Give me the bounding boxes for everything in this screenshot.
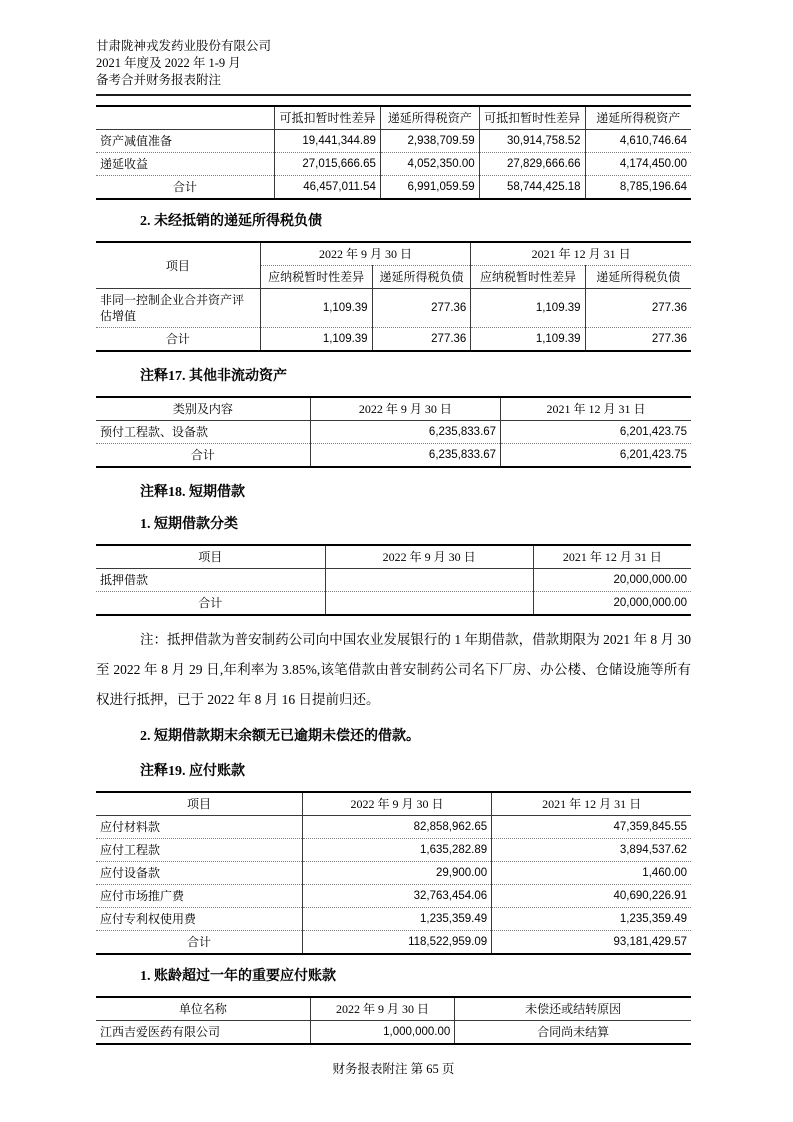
reason-cell: 合同尚未结算 — [455, 1021, 691, 1045]
amount-cell: 1,109.39 — [471, 289, 585, 328]
amount-cell: 19,441,344.89 — [275, 130, 381, 153]
aged-payables-table — [96, 996, 691, 1045]
col-header: 类别及内容 — [96, 397, 310, 421]
table-header-row — [96, 106, 691, 130]
table-header-row — [96, 997, 691, 1021]
amount-cell: 58,744,425.18 — [479, 176, 585, 200]
col-header: 2022 年 9 月 30 日 — [310, 997, 455, 1021]
amount-cell: 1,635,282.89 — [302, 839, 491, 862]
accounts-payable-table — [96, 791, 691, 955]
col-header: 单位名称 — [96, 997, 310, 1021]
amount-cell: 1,109.39 — [471, 328, 585, 352]
col-header: 应纳税暂时性差异 — [260, 266, 372, 289]
amount-cell: 1,235,359.49 — [492, 908, 691, 931]
total-row — [96, 444, 691, 468]
col-header: 项目 — [96, 242, 260, 289]
row-label: 预付工程款、设备款 — [96, 421, 310, 444]
amount-cell: 8,785,196.64 — [585, 176, 691, 200]
section-heading-note18: 注释18. 短期借款 — [140, 485, 245, 500]
amount-cell: 1,109.39 — [260, 328, 372, 352]
amount-cell: 27,829,666.66 — [479, 153, 585, 176]
col-header: 应纳税暂时性差异 — [471, 266, 585, 289]
deferred-tax-assets-continuation-table — [96, 105, 691, 200]
col-header: 2022 年 9 月 30 日 — [325, 545, 533, 569]
total-row — [96, 931, 691, 955]
subsection-heading-no-overdue: 2. 短期借款期末余额无已逾期未偿还的借款。 — [140, 729, 420, 744]
row-label: 合计 — [96, 176, 275, 200]
col-header: 可抵扣暂时性差异 — [479, 106, 585, 130]
borrowing-note-paragraph: 注：抵押借款为普安制药公司向中国农业发展银行的 1 年期借款，借款期限为 2021 年 8 月 30 至 2022 年 8 月 29 日,年利率为 3.85%,该笔借款由普安制药公司名下厂房、办公楼、仓储设施等所有权进行抵押，已于 2022 年 8 月 16 日提前归还。 — [96, 632, 691, 707]
table-header-row — [96, 242, 691, 266]
total-row — [96, 176, 691, 200]
table-row — [96, 816, 691, 839]
row-label: 非同一控制企业合并资产评估增值 — [96, 289, 260, 328]
amount-cell: 1,235,359.49 — [302, 908, 491, 931]
amount-cell: 30,914,758.52 — [479, 130, 585, 153]
table-row — [96, 130, 691, 153]
amount-cell: 32,763,454.06 — [302, 885, 491, 908]
amount-cell: 1,000,000.00 — [310, 1021, 455, 1045]
amount-cell: 2,938,709.59 — [380, 130, 479, 153]
col-header: 递延所得税负债 — [585, 266, 691, 289]
amount-cell: 46,457,011.54 — [275, 176, 381, 200]
col-header-date: 2021 年 12 月 31 日 — [531, 247, 631, 261]
table-header-row — [96, 397, 691, 421]
amount-cell: 1,460.00 — [492, 862, 691, 885]
table-row — [96, 839, 691, 862]
amount-cell: 277.36 — [585, 328, 691, 352]
company-name: 甘肃陇神戎发药业股份有限公司 — [96, 39, 272, 53]
amount-cell: 6,235,833.67 — [310, 444, 500, 468]
col-header-date: 2022 年 9 月 30 日 — [260, 242, 471, 266]
amount-cell — [325, 592, 533, 616]
amount-cell: 6,991,059.59 — [380, 176, 479, 200]
row-label: 递延收益 — [96, 153, 275, 176]
row-label: 应付专利权使用费 — [96, 908, 302, 931]
amount-cell: 20,000,000.00 — [533, 569, 691, 592]
amount-cell: 3,894,537.62 — [492, 839, 691, 862]
page-footer: 财务报表附注 第 65 页 — [332, 1062, 455, 1076]
subsection-heading-aged-payables: 1. 账龄超过一年的重要应付账款 — [140, 969, 336, 984]
col-header: 2021 年 12 月 31 日 — [546, 402, 646, 416]
amount-cell: 6,201,423.75 — [501, 421, 691, 444]
total-row — [96, 328, 691, 352]
section-heading-note17: 注释17. 其他非流动资产 — [140, 369, 287, 384]
row-label: 合计 — [96, 328, 260, 352]
row-label: 应付设备款 — [96, 862, 302, 885]
col-header: 未偿还或结转原因 — [525, 1002, 622, 1016]
report-period: 2021 年度及 2022 年 1-9 月 — [96, 56, 241, 70]
col-header: 项目 — [96, 792, 302, 816]
total-row — [96, 592, 691, 616]
col-header: 项目 — [96, 545, 325, 569]
col-header: 递延所得税资产 — [596, 111, 681, 125]
other-noncurrent-assets-table — [96, 396, 691, 468]
table-row — [96, 862, 691, 885]
amount-cell: 27,015,666.65 — [275, 153, 381, 176]
amount-cell: 277.36 — [372, 289, 471, 328]
table-header-row — [96, 545, 691, 569]
row-label: 资产减值准备 — [96, 130, 275, 153]
col-header: 2021 年 12 月 31 日 — [562, 550, 662, 564]
table-row — [96, 153, 691, 176]
amount-cell: 4,174,450.00 — [585, 153, 691, 176]
page-content — [96, 0, 691, 1077]
amount-cell — [325, 569, 533, 592]
table-row — [96, 908, 691, 931]
col-header: 可抵扣暂时性差异 — [275, 106, 381, 130]
table-row — [96, 569, 691, 592]
section-heading-note19: 注释19. 应付账款 — [140, 764, 245, 779]
subsection-heading-borrowing-class: 1. 短期借款分类 — [140, 517, 238, 532]
col-header: 2022 年 9 月 30 日 — [302, 792, 491, 816]
amount-cell: 4,052,350.00 — [380, 153, 479, 176]
amount-cell: 20,000,000.00 — [533, 592, 691, 616]
col-header: 2022 年 9 月 30 日 — [310, 397, 500, 421]
report-title: 备考合并财务报表附注 — [96, 73, 222, 87]
row-label: 应付材料款 — [96, 816, 302, 839]
row-label: 应付工程款 — [96, 839, 302, 862]
amount-cell: 29,900.00 — [302, 862, 491, 885]
header-divider — [96, 94, 691, 96]
amount-cell: 6,201,423.75 — [501, 444, 691, 468]
row-label: 合计 — [96, 931, 302, 955]
row-label: 应付市场推广费 — [96, 885, 302, 908]
short-term-borrowings-table — [96, 544, 691, 616]
section-heading-deferred-tax-liabilities: 2. 未经抵销的递延所得税负债 — [140, 214, 322, 229]
table-header-row — [96, 792, 691, 816]
col-header: 2021 年 12 月 31 日 — [542, 797, 642, 811]
amount-cell: 277.36 — [585, 289, 691, 328]
row-label: 江西吉爱医药有限公司 — [96, 1021, 310, 1045]
amount-cell: 6,235,833.67 — [310, 421, 500, 444]
table-row — [96, 885, 691, 908]
col-header — [96, 106, 275, 130]
row-label: 合计 — [96, 592, 325, 616]
row-label: 抵押借款 — [96, 569, 325, 592]
amount-cell: 1,109.39 — [260, 289, 372, 328]
report-header — [96, 38, 691, 89]
col-header: 递延所得税负债 — [372, 266, 471, 289]
amount-cell: 118,522,959.09 — [302, 931, 491, 955]
amount-cell: 47,359,845.55 — [492, 816, 691, 839]
table-row — [96, 289, 691, 328]
table-row — [96, 421, 691, 444]
table-row — [96, 1021, 691, 1045]
unoffset-deferred-tax-liabilities-table — [96, 241, 691, 352]
amount-cell: 40,690,226.91 — [492, 885, 691, 908]
row-label: 合计 — [96, 444, 310, 468]
amount-cell: 93,181,429.57 — [492, 931, 691, 955]
amount-cell: 277.36 — [372, 328, 471, 352]
amount-cell: 82,858,962.65 — [302, 816, 491, 839]
col-header: 递延所得税资产 — [380, 106, 479, 130]
amount-cell: 4,610,746.64 — [585, 130, 691, 153]
